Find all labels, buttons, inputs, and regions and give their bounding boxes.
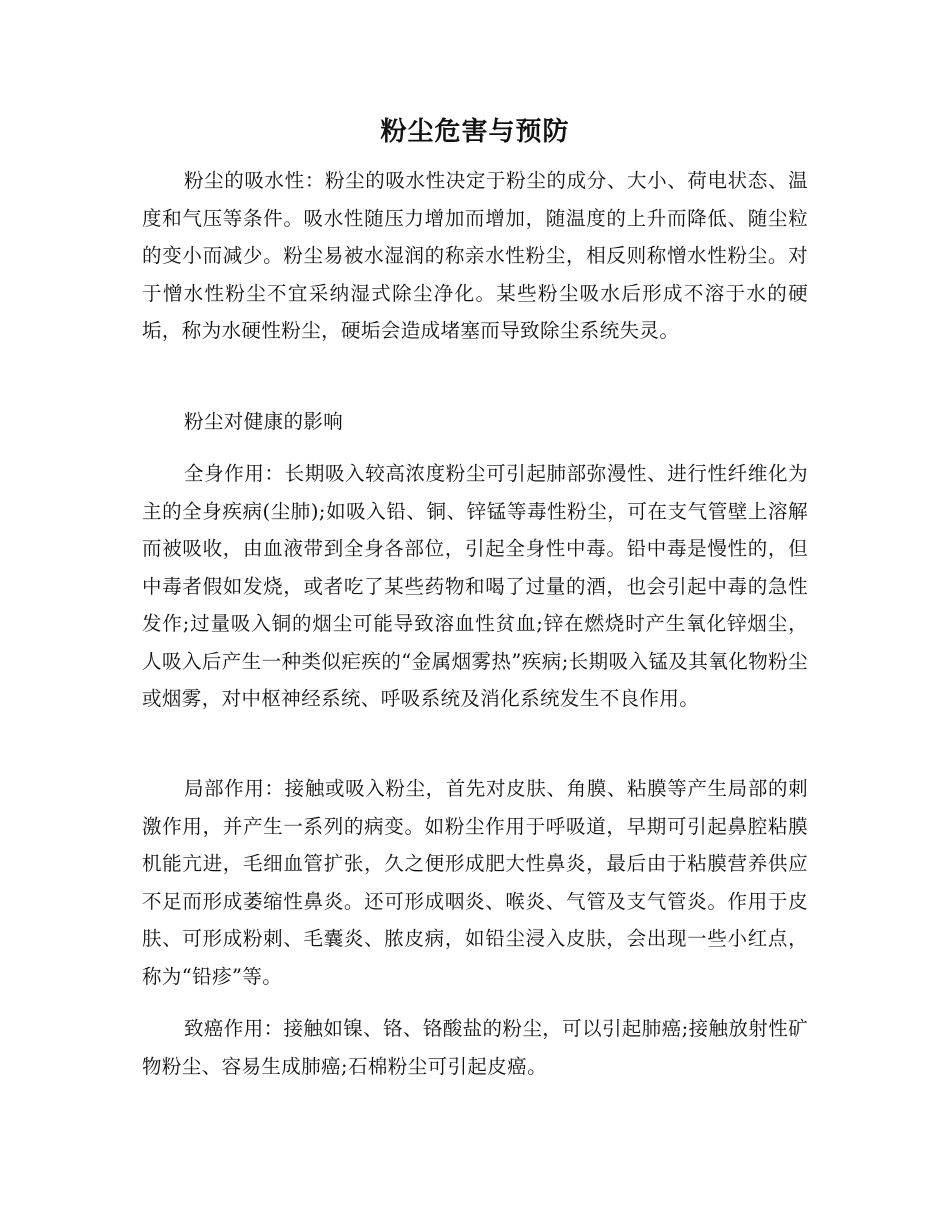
paragraph-carcinogenic-effects: 致癌作用：接触如镍、铬、铬酸盐的粉尘，可以引起肺癌;接触放射性矿物粉尘、容易生成肺癌;石棉粉尘可引起皮癌。 <box>142 1017 808 1078</box>
section-heading-health-effects: 粉尘对健康的影响 <box>184 410 344 433</box>
paragraph-dust-water-absorption: 粉尘的吸水性：粉尘的吸水性决定于粉尘的成分、大小、荷电状态、温度和气压等条件。吸水性随压力增加而增加，随温度的上升而降低、随尘粒的变小而减少。粉尘易被水湿润的称亲水性粉尘，相反则称憎水性粉尘。对于憎水性粉尘不宜采纳湿式除尘净化。某些粉尘吸水后形成不溶于水的硬垢，称为水硬性粉尘，硬垢会造成堵塞而导致除尘系统失灵。 <box>142 169 808 342</box>
document-title: 粉尘危害与预防 <box>380 117 570 147</box>
paragraph-local-effects: 局部作用：接触或吸入粉尘，首先对皮肤、角膜、粘膜等产生局部的刺激作用，并产生一系列的病变。如粉尘作用于呼吸道，早期可引起鼻腔粘膜机能亢进，毛细血管扩张，久之便形成肥大性鼻炎，最后由于粘膜营养供应不足而形成萎缩性鼻炎。还可形成咽炎、喉炎、气管及支气管炎。作用于皮肤、可形成粉刺、毛囊炎、脓皮病，如铅尘浸入皮肤，会出现一些小红点，称为“铅疹”等。 <box>142 777 808 988</box>
paragraph-systemic-effects: 全身作用：长期吸入较高浓度粉尘可引起肺部弥漫性、进行性纤维化为主的全身疾病(尘肺);如吸入铅、铜、锌锰等毒性粉尘，可在支气管壁上溶解而被吸收，由血液带到全身各部位，引起全身性中毒。铅中毒是慢性的，但中毒者假如发烧，或者吃了某些药物和喝了过量的酒，也会引起中毒的急性发作;过量吸入铜的烟尘可能导致溶血性贫血;锌在燃烧时产生氧化锌烟尘，人吸入后产生一种类似疟疾的“金属烟雾热”疾病;长期吸入锰及其氧化物粉尘或烟雾，对中枢神经系统、呼吸系统及消化系统发生不良作用。 <box>142 462 808 710</box>
